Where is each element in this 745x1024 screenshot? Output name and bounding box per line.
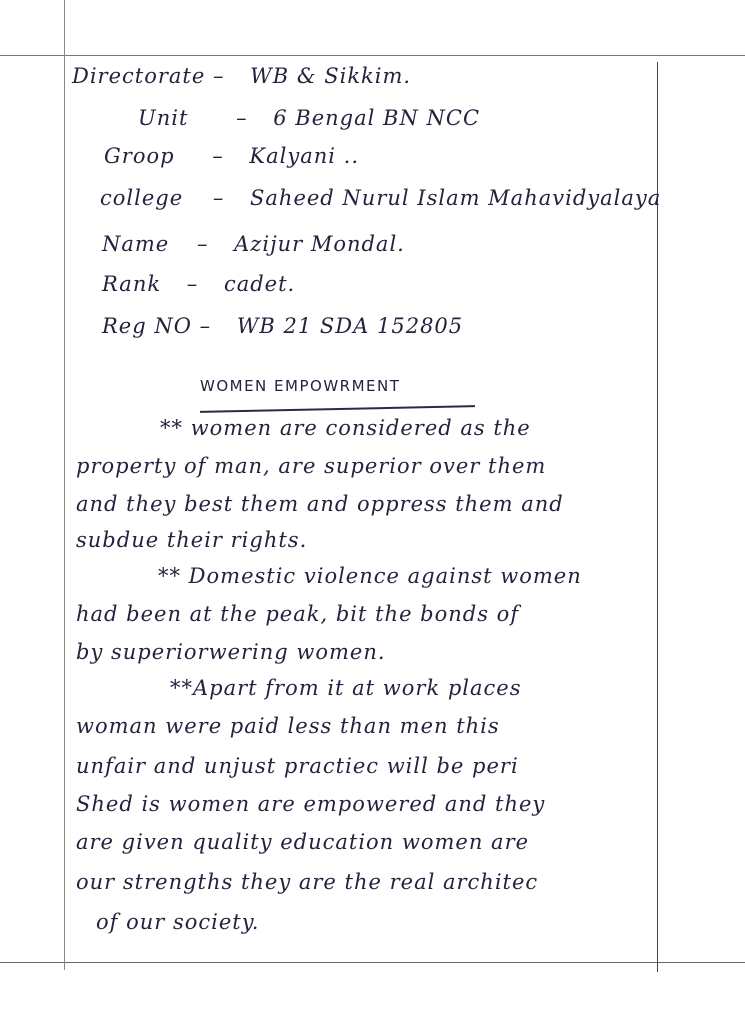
page-top-rule bbox=[0, 55, 745, 56]
field-label: Unit bbox=[138, 106, 189, 130]
field-group bbox=[104, 146, 359, 167]
essay-line: of our society. bbox=[96, 910, 260, 934]
essay-line: by superiorwering women. bbox=[76, 640, 386, 664]
field-reg-no bbox=[102, 316, 463, 337]
field-label: Reg NO bbox=[102, 314, 192, 338]
field-value: cadet. bbox=[223, 272, 296, 296]
title-underline bbox=[200, 405, 475, 413]
essay-line: are given quality education women are bbox=[76, 830, 530, 854]
field-separator: – bbox=[236, 106, 248, 130]
essay-title: WOMEN EMPOWRMENT bbox=[200, 377, 401, 395]
field-label: college bbox=[100, 186, 184, 210]
field-value: Azijur Mondal. bbox=[234, 232, 405, 256]
essay-line: unfair and unjust practiec will be peri bbox=[76, 754, 519, 778]
field-value: WB & Sikkim. bbox=[250, 64, 412, 88]
field-directorate bbox=[72, 66, 411, 87]
field-value: Kalyani .. bbox=[249, 144, 359, 168]
margin-left-rule bbox=[64, 0, 65, 970]
field-label: Rank bbox=[102, 272, 162, 296]
field-value: Saheed Nurul Islam Mahavidyalaya bbox=[250, 186, 662, 210]
essay-line: subdue their rights. bbox=[76, 528, 308, 552]
essay-line: had been at the peak, bit the bonds of bbox=[76, 602, 520, 626]
field-name bbox=[102, 234, 405, 255]
essay-line: woman were paid less than men this bbox=[76, 714, 500, 738]
essay-line: our strengths they are the real architec bbox=[76, 870, 539, 894]
essay-line: Shed is women are empowered and they bbox=[76, 792, 546, 816]
field-rank bbox=[102, 274, 295, 295]
field-value: WB 21 SDA 152805 bbox=[236, 314, 464, 338]
field-separator: – bbox=[186, 272, 199, 296]
essay-line: and they best them and oppress them and bbox=[76, 492, 564, 516]
essay-line: ** women are considered as the bbox=[160, 416, 531, 440]
essay-line: property of man, are superior over them bbox=[76, 454, 547, 478]
field-separator: – bbox=[196, 232, 209, 256]
field-separator: – bbox=[212, 144, 224, 168]
field-separator: – bbox=[212, 64, 225, 88]
field-value: 6 Bengal BN NCC bbox=[273, 106, 481, 130]
field-separator: – bbox=[199, 314, 212, 338]
field-label: Groop bbox=[104, 144, 175, 168]
essay-line: **Apart from it at work places bbox=[170, 676, 522, 700]
field-unit bbox=[138, 108, 480, 129]
field-college bbox=[100, 188, 661, 209]
field-label: Directorate bbox=[72, 64, 206, 88]
field-separator: – bbox=[212, 186, 225, 210]
essay-line: ** Domestic violence against women bbox=[158, 564, 582, 588]
field-label: Name bbox=[102, 232, 170, 256]
page-bottom-rule bbox=[0, 962, 745, 963]
